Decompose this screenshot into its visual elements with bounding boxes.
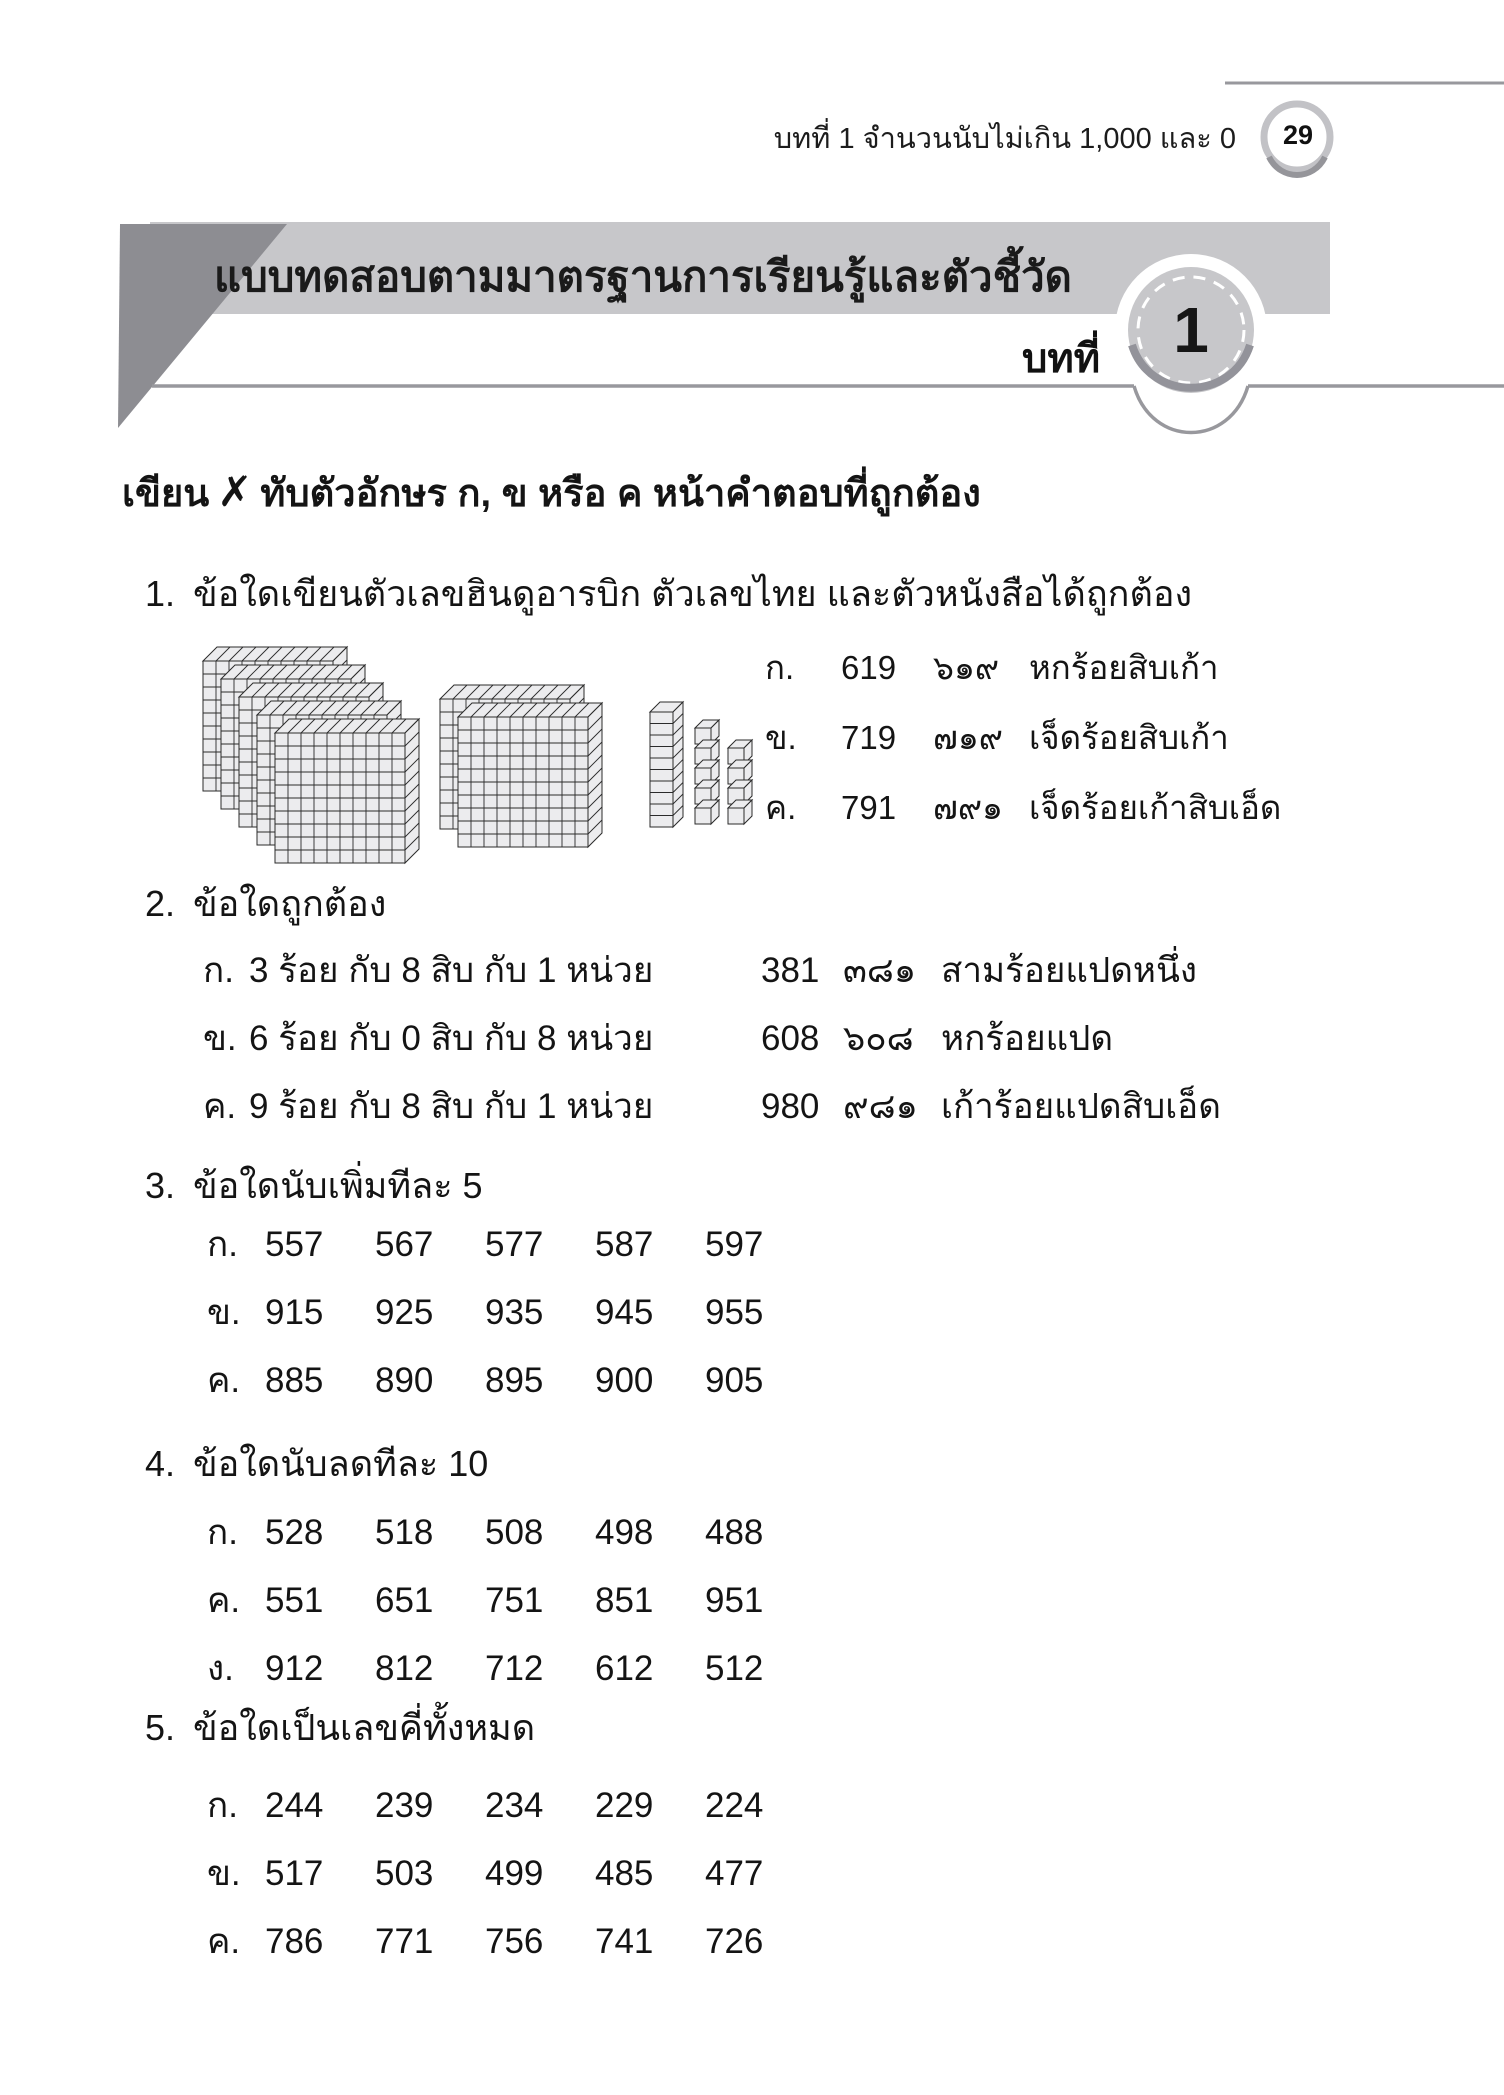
number-words: หกร้อยแปด bbox=[941, 1019, 1114, 1058]
option-letter[interactable]: ค. bbox=[207, 1361, 241, 1400]
number-4: 945 bbox=[595, 1293, 654, 1332]
question-3-options bbox=[145, 1222, 1490, 1403]
option-letter[interactable]: ง. bbox=[207, 1649, 234, 1688]
thai-numeral: ๖๑๙ bbox=[933, 649, 1000, 686]
answer-option bbox=[207, 1646, 1490, 1691]
place-value-text: 9 ร้อย กับ 8 สิบ กับ 1 หน่วย bbox=[249, 1087, 654, 1126]
answer-option bbox=[207, 1578, 1490, 1623]
number-2: 812 bbox=[375, 1649, 434, 1688]
banner-title: แบบทดสอบตามมาตรฐานการเรียนรู้และตัวชี้วัด bbox=[214, 253, 1072, 300]
number-1: 786 bbox=[265, 1922, 324, 1961]
question-4-title bbox=[145, 1440, 1490, 1488]
page-number: 29 bbox=[1282, 120, 1314, 150]
answer-option bbox=[207, 1222, 1490, 1267]
option-letter[interactable]: ข. bbox=[207, 1293, 241, 1332]
arabic-numeral: 381 bbox=[761, 951, 820, 990]
number-1: 244 bbox=[265, 1786, 324, 1825]
answer-option bbox=[203, 1084, 1490, 1129]
answer-option bbox=[207, 1919, 1490, 1964]
answer-option bbox=[207, 1290, 1490, 1335]
question-2-title bbox=[145, 880, 1490, 928]
question-2 bbox=[145, 880, 1490, 1152]
question-number: 2. bbox=[145, 883, 176, 924]
hundreds-flats bbox=[203, 647, 602, 863]
number-words: สามร้อยแปดหนึ่ง bbox=[941, 951, 1198, 990]
number-3: 712 bbox=[485, 1649, 544, 1688]
arabic-numeral: 619 bbox=[841, 649, 897, 686]
number-3: 935 bbox=[485, 1293, 544, 1332]
answer-option bbox=[207, 1851, 1490, 1896]
number-4: 229 bbox=[595, 1786, 654, 1825]
number-5: 955 bbox=[705, 1293, 764, 1332]
answer-option bbox=[765, 715, 1281, 760]
number-1: 912 bbox=[265, 1649, 324, 1688]
number-5: 726 bbox=[705, 1922, 764, 1961]
number-4: 612 bbox=[595, 1649, 654, 1688]
thai-numeral: ๗๙๑ bbox=[933, 789, 1003, 826]
question-5-options bbox=[145, 1783, 1490, 1964]
number-2: 239 bbox=[375, 1786, 434, 1825]
number-5: 224 bbox=[705, 1786, 764, 1825]
place-value-text: 3 ร้อย กับ 8 สิบ กับ 1 หน่วย bbox=[249, 951, 654, 990]
chapter-number: 1 bbox=[1173, 294, 1209, 366]
option-letter[interactable]: ค. bbox=[207, 1922, 241, 1961]
number-4: 587 bbox=[595, 1225, 654, 1264]
number-3: 895 bbox=[485, 1361, 544, 1400]
question-1 bbox=[145, 570, 1490, 618]
arabic-numeral: 980 bbox=[761, 1087, 820, 1126]
number-3: 234 bbox=[485, 1786, 544, 1825]
number-2: 925 bbox=[375, 1293, 434, 1332]
answer-option bbox=[207, 1783, 1490, 1828]
question-text: ข้อใดนับลดทีละ 10 bbox=[193, 1443, 489, 1484]
option-letter[interactable]: ก. bbox=[203, 951, 234, 990]
option-letter[interactable]: ค. bbox=[207, 1581, 241, 1620]
question-text: ข้อใดถูกต้อง bbox=[193, 883, 387, 924]
arabic-numeral: 719 bbox=[841, 719, 897, 756]
number-1: 528 bbox=[265, 1513, 324, 1552]
number-1: 517 bbox=[265, 1854, 324, 1893]
number-3: 756 bbox=[485, 1922, 544, 1961]
option-letter[interactable]: ค. bbox=[765, 789, 797, 826]
answer-option bbox=[765, 785, 1281, 830]
number-2: 503 bbox=[375, 1854, 434, 1893]
instruction-suffix: ทับตัวอักษร ก, ข หรือ ค หน้าคำตอบที่ถูกต้อง bbox=[260, 473, 981, 515]
question-text: ข้อใดนับเพิ่มทีละ 5 bbox=[193, 1165, 483, 1206]
running-head-chapter-title: บทที่ 1 จำนวนนับไม่เกิน 1,000 และ 0 bbox=[773, 123, 1236, 155]
answer-option bbox=[207, 1358, 1490, 1403]
option-letter[interactable]: ข. bbox=[207, 1854, 241, 1893]
number-3: 508 bbox=[485, 1513, 544, 1552]
number-2: 651 bbox=[375, 1581, 434, 1620]
number-1: 885 bbox=[265, 1361, 324, 1400]
chapter-label: บทที่ bbox=[1022, 337, 1101, 381]
option-letter[interactable]: ค. bbox=[203, 1087, 237, 1126]
number-5: 512 bbox=[705, 1649, 764, 1688]
question-3-title bbox=[145, 1162, 1490, 1210]
question-number: 3. bbox=[145, 1165, 176, 1206]
option-letter[interactable]: ก. bbox=[207, 1513, 238, 1552]
number-4: 741 bbox=[595, 1922, 654, 1961]
base-ten-blocks-figure bbox=[150, 630, 770, 870]
question-1-options bbox=[765, 645, 1281, 855]
thai-numeral: ๗๑๙ bbox=[933, 719, 1003, 756]
question-text: ข้อใดเขียนตัวเลขฮินดูอารบิก ตัวเลขไทย และตัวหนังสือได้ถูกต้อง bbox=[193, 573, 1193, 614]
number-5: 477 bbox=[705, 1854, 764, 1893]
answer-option bbox=[203, 1016, 1490, 1061]
question-5-title bbox=[145, 1704, 1490, 1752]
number-1: 551 bbox=[265, 1581, 324, 1620]
number-5: 488 bbox=[705, 1513, 764, 1552]
number-3: 751 bbox=[485, 1581, 544, 1620]
question-number: 1. bbox=[145, 573, 176, 614]
number-2: 890 bbox=[375, 1361, 434, 1400]
instruction-line bbox=[122, 462, 981, 523]
question-text: ข้อใดเป็นเลขคี่ทั้งหมด bbox=[193, 1707, 536, 1748]
tens-rod bbox=[650, 702, 683, 827]
thai-numeral: ๙๘๑ bbox=[843, 1087, 918, 1126]
option-letter[interactable]: ก. bbox=[765, 649, 795, 686]
question-5 bbox=[145, 1704, 1490, 1987]
header-banner-decorations bbox=[0, 0, 1504, 470]
number-3: 577 bbox=[485, 1225, 544, 1264]
number-4: 485 bbox=[595, 1854, 654, 1893]
question-2-options bbox=[145, 948, 1490, 1129]
number-1: 557 bbox=[265, 1225, 324, 1264]
number-2: 567 bbox=[375, 1225, 434, 1264]
question-4 bbox=[145, 1440, 1490, 1714]
thai-numeral: ๓๘๑ bbox=[843, 951, 917, 990]
answer-option bbox=[207, 1510, 1490, 1555]
number-words: หกร้อยสิบเก้า bbox=[1029, 649, 1219, 686]
banner-underline bbox=[152, 386, 1504, 433]
place-value-text: 6 ร้อย กับ 0 สิบ กับ 8 หน่วย bbox=[249, 1019, 654, 1058]
number-5: 905 bbox=[705, 1361, 764, 1400]
question-3 bbox=[145, 1162, 1490, 1426]
question-1-title bbox=[145, 570, 1490, 618]
option-letter[interactable]: ข. bbox=[203, 1019, 237, 1058]
thai-numeral: ๖๐๘ bbox=[843, 1019, 914, 1058]
number-2: 771 bbox=[375, 1922, 434, 1961]
option-letter[interactable]: ก. bbox=[207, 1225, 238, 1264]
instruction-prefix: เขียน bbox=[122, 473, 210, 515]
number-words: เก้าร้อยแปดสิบเอ็ด bbox=[941, 1087, 1221, 1126]
number-1: 915 bbox=[265, 1293, 324, 1332]
number-2: 518 bbox=[375, 1513, 434, 1552]
option-letter[interactable]: ข. bbox=[765, 719, 797, 756]
option-letter[interactable]: ก. bbox=[207, 1786, 238, 1825]
number-words: เจ็ดร้อยเก้าสิบเอ็ด bbox=[1029, 789, 1282, 826]
answer-option bbox=[765, 645, 1281, 690]
cross-mark-icon: ✗ bbox=[217, 468, 253, 515]
question-4-options bbox=[145, 1510, 1490, 1691]
number-words: เจ็ดร้อยสิบเก้า bbox=[1029, 719, 1229, 756]
number-5: 597 bbox=[705, 1225, 764, 1264]
number-4: 851 bbox=[595, 1581, 654, 1620]
number-4: 498 bbox=[595, 1513, 654, 1552]
ones-cubes bbox=[695, 720, 752, 824]
number-4: 900 bbox=[595, 1361, 654, 1400]
question-number: 5. bbox=[145, 1707, 176, 1748]
arabic-numeral: 791 bbox=[841, 789, 897, 826]
arabic-numeral: 608 bbox=[761, 1019, 820, 1058]
number-5: 951 bbox=[705, 1581, 764, 1620]
answer-option bbox=[203, 948, 1490, 993]
number-3: 499 bbox=[485, 1854, 544, 1893]
question-number: 4. bbox=[145, 1443, 176, 1484]
